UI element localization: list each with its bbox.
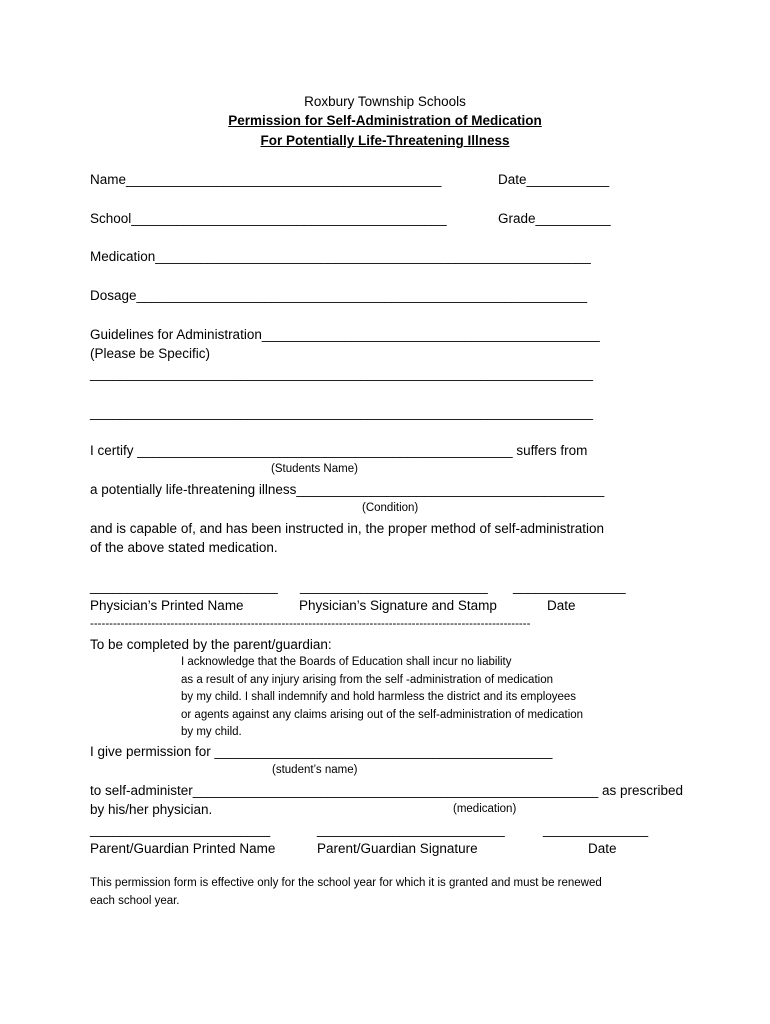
medication-field: Medication__________________________________________________________	[90, 249, 591, 264]
physician-signature-label: Physician’s Signature and Stamp	[299, 598, 497, 613]
parent-printed-name-label: Parent/Guardian Printed Name	[90, 841, 276, 856]
acknowledgement-text: as a result of any injury arising from the self -administration of medication	[181, 674, 553, 686]
physician-signature-line: _________________________	[300, 579, 488, 594]
dosage-field: Dosage____________________________________________________________	[90, 288, 588, 303]
school-field: School__________________________________________	[90, 211, 447, 226]
physician-printed-name-label: Physician’s Printed Name	[90, 598, 244, 613]
parent-signature-line: _________________________	[317, 822, 505, 837]
acknowledgement-text: I acknowledge that the Boards of Education shall incur no liability	[181, 656, 512, 668]
physician-date-line: _______________	[513, 579, 626, 594]
acknowledgement-text: or agents against any claims arising out of the self-administration of medication	[181, 709, 584, 721]
physician-date-label: Date	[547, 598, 576, 613]
condition-caption: (Condition)	[362, 502, 419, 514]
name-field: Name__________________________________________	[90, 172, 442, 187]
capability-statement: of the above stated medication.	[90, 540, 278, 555]
grade-field: Grade__________	[498, 211, 611, 226]
acknowledgement-text: by my child. I shall indemnify and hold harmless the district and its employees	[181, 691, 577, 703]
physician-name-line: _________________________	[90, 579, 278, 594]
footer-note: This permission form is effective only for the school year for which it is granted and must be renewed	[90, 877, 602, 889]
parent-name-line: ________________________	[90, 822, 271, 837]
form-title: Permission for Self-Administration of Medication	[228, 113, 542, 128]
student-name-caption: (student’s name)	[272, 764, 358, 776]
guidelines-note: (Please be Specific)	[90, 346, 211, 361]
footer-note: each school year.	[90, 895, 180, 907]
guidelines-line: ___________________________________________________________________	[90, 366, 594, 381]
parent-signature-label: Parent/Guardian Signature	[317, 841, 478, 856]
date-field: Date___________	[498, 172, 610, 187]
parent-date-line: ______________	[543, 822, 649, 837]
parent-date-label: Date	[588, 841, 617, 856]
students-name-caption: (Students Name)	[271, 463, 358, 475]
self-administer-line: to self-administer______________________________________________________ as prescribed	[90, 783, 684, 798]
acknowledgement-text: by my child.	[181, 726, 242, 738]
capability-statement: and is capable of, and has been instructed in, the proper method of self-administration	[90, 521, 605, 536]
permission-line: I give permission for _____________________________________________	[90, 744, 553, 759]
certify-line: I certify __________________________________________________ suffers from	[90, 443, 588, 458]
medication-caption: (medication)	[453, 803, 517, 815]
physician-prescription-text: by his/her physician.	[90, 802, 213, 817]
guidelines-field: Guidelines for Administration_____________________________________________	[90, 327, 600, 342]
dashed-divider: -------------------------------------------------------------------------------------------------------------------	[90, 619, 531, 630]
illness-line: a potentially life-threatening illness_________________________________________	[90, 482, 605, 497]
school-district-name: Roxbury Township Schools	[304, 94, 466, 109]
parent-section-heading: To be completed by the parent/guardian:	[90, 637, 332, 652]
guidelines-line: ___________________________________________________________________	[90, 405, 594, 420]
form-subtitle: For Potentially Life-Threatening Illness	[260, 133, 510, 148]
